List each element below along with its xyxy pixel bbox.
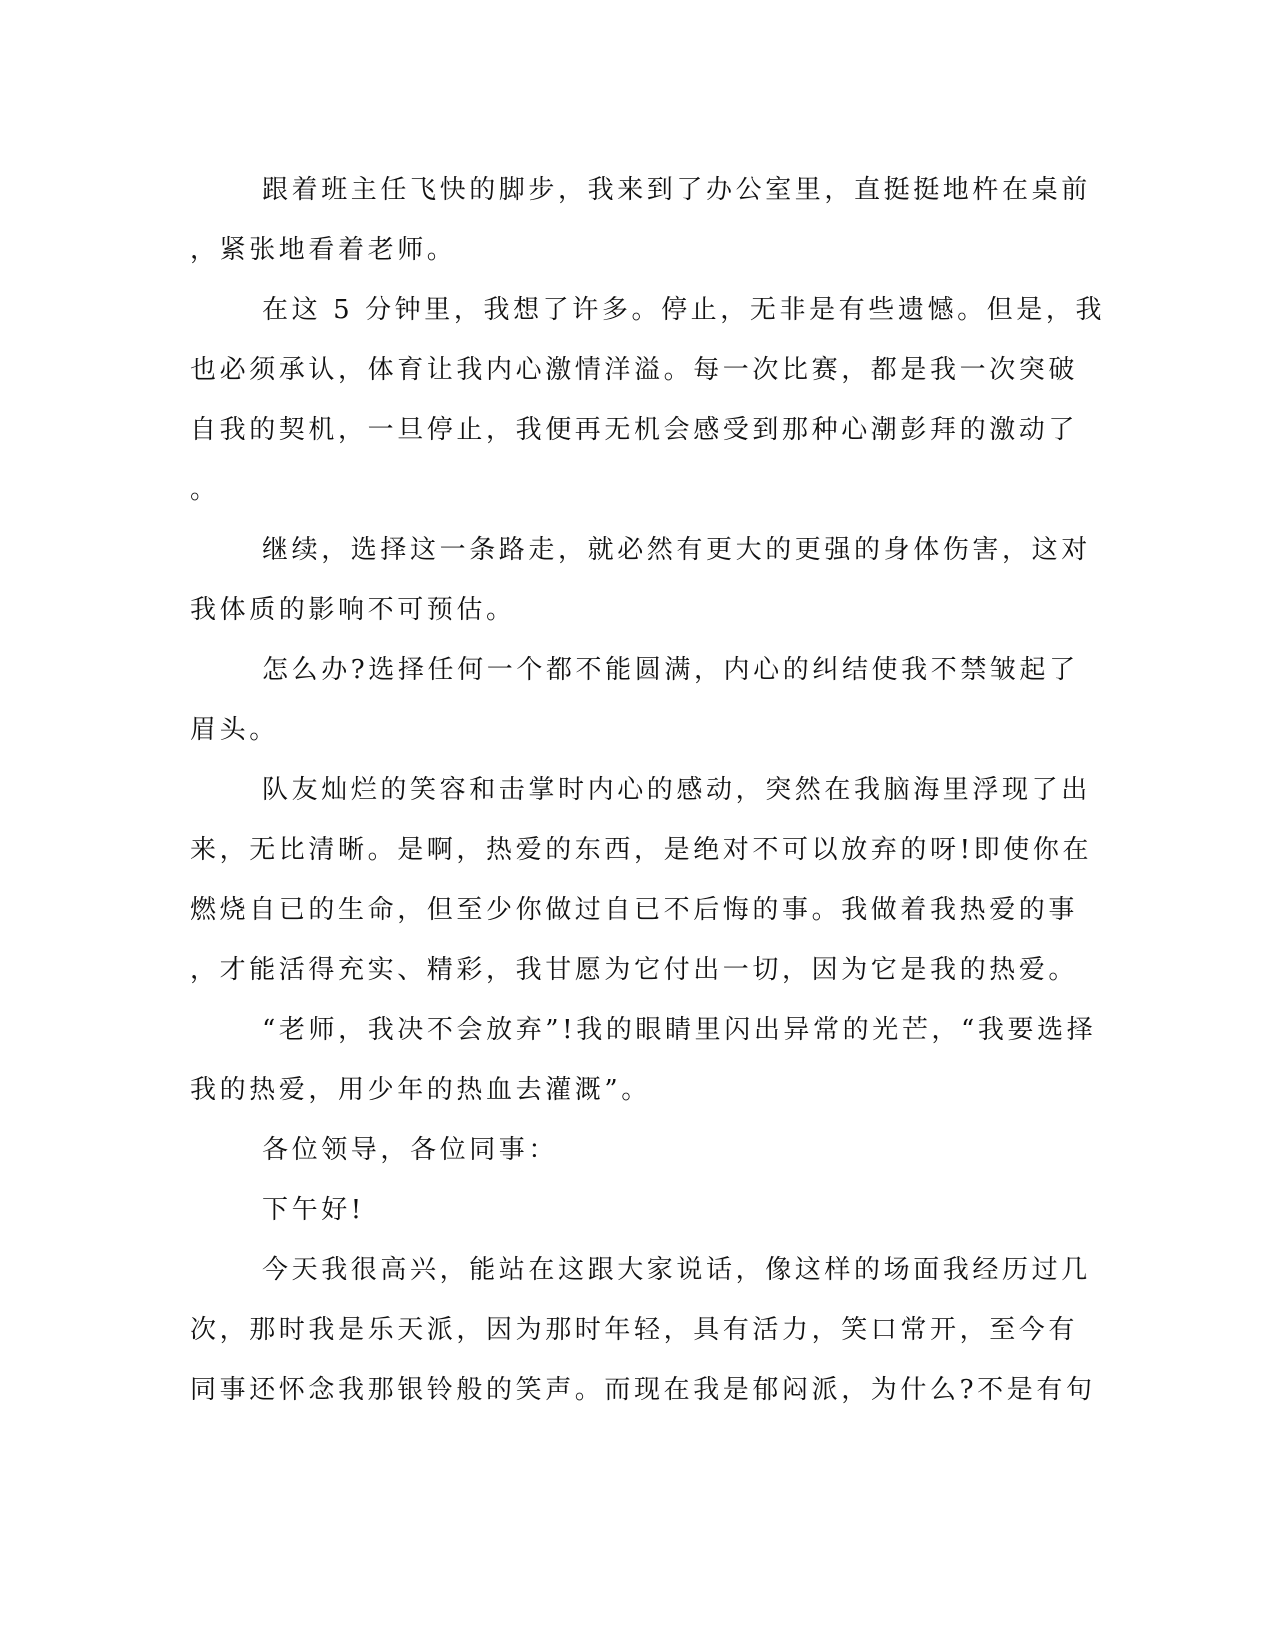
text-line: 也必须承认，体育让我内心激情洋溢。每一次比赛，都是我一次突破 (190, 355, 1079, 385)
text-line: 。 (190, 475, 220, 505)
text-line: 跟着班主任飞快的脚步，我来到了办公室里，直挺挺地杵在桌前 (262, 175, 1091, 205)
text-line: 次，那时我是乐天派，因为那时年轻，具有活力，笑口常开，至今有 (190, 1315, 1079, 1345)
text-line: 继续，选择这一条路走，就必然有更大的更强的身体伤害，这对 (262, 535, 1091, 565)
text-line: 燃烧自已的生命，但至少你做过自已不后悔的事。我做着我热爱的事 (190, 895, 1079, 925)
text-line: 怎么办?选择任何一个都不能圆满，内心的纠结使我不禁皱起了 (262, 655, 1079, 685)
text-line: 来，无比清晰。是啊，热爱的东西，是绝对不可以放弃的呀!即使你在 (190, 835, 1093, 865)
text-line: 队友灿烂的笑容和击掌时内心的感动，突然在我脑海里浮现了出 (262, 775, 1091, 805)
text-line: 眉头。 (190, 715, 279, 745)
text-line: ，紧张地看着老师。 (190, 235, 457, 265)
text-line: 下午好! (262, 1195, 365, 1225)
text-line: 在这 5 分钟里，我想了许多。停止，无非是有些遗憾。但是，我 (262, 295, 1106, 325)
text-line: 同事还怀念我那银铃般的笑声。而现在我是郁闷派，为什么?不是有句 (190, 1375, 1096, 1405)
text-line: 今天我很高兴，能站在这跟大家说话，像这样的场面我经历过几 (262, 1255, 1091, 1285)
text-line: ，才能活得充实、精彩，我甘愿为它付出一切，因为它是我的热爱。 (190, 955, 1079, 985)
text-line: 各位领导，各位同事： (262, 1135, 559, 1165)
document-body (190, 160, 1106, 1420)
text-line: 自我的契机，一旦停止，我便再无机会感受到那种心潮彭拜的激动了 (190, 415, 1079, 445)
text-line: 我的热爱，用少年的热血去灌溉”。 (190, 1075, 651, 1105)
text-line: “老师，我决不会放弃”!我的眼睛里闪出异常的光芒，“我要选择 (262, 1015, 1097, 1045)
text-line: 我体质的影响不可预估。 (190, 595, 516, 625)
